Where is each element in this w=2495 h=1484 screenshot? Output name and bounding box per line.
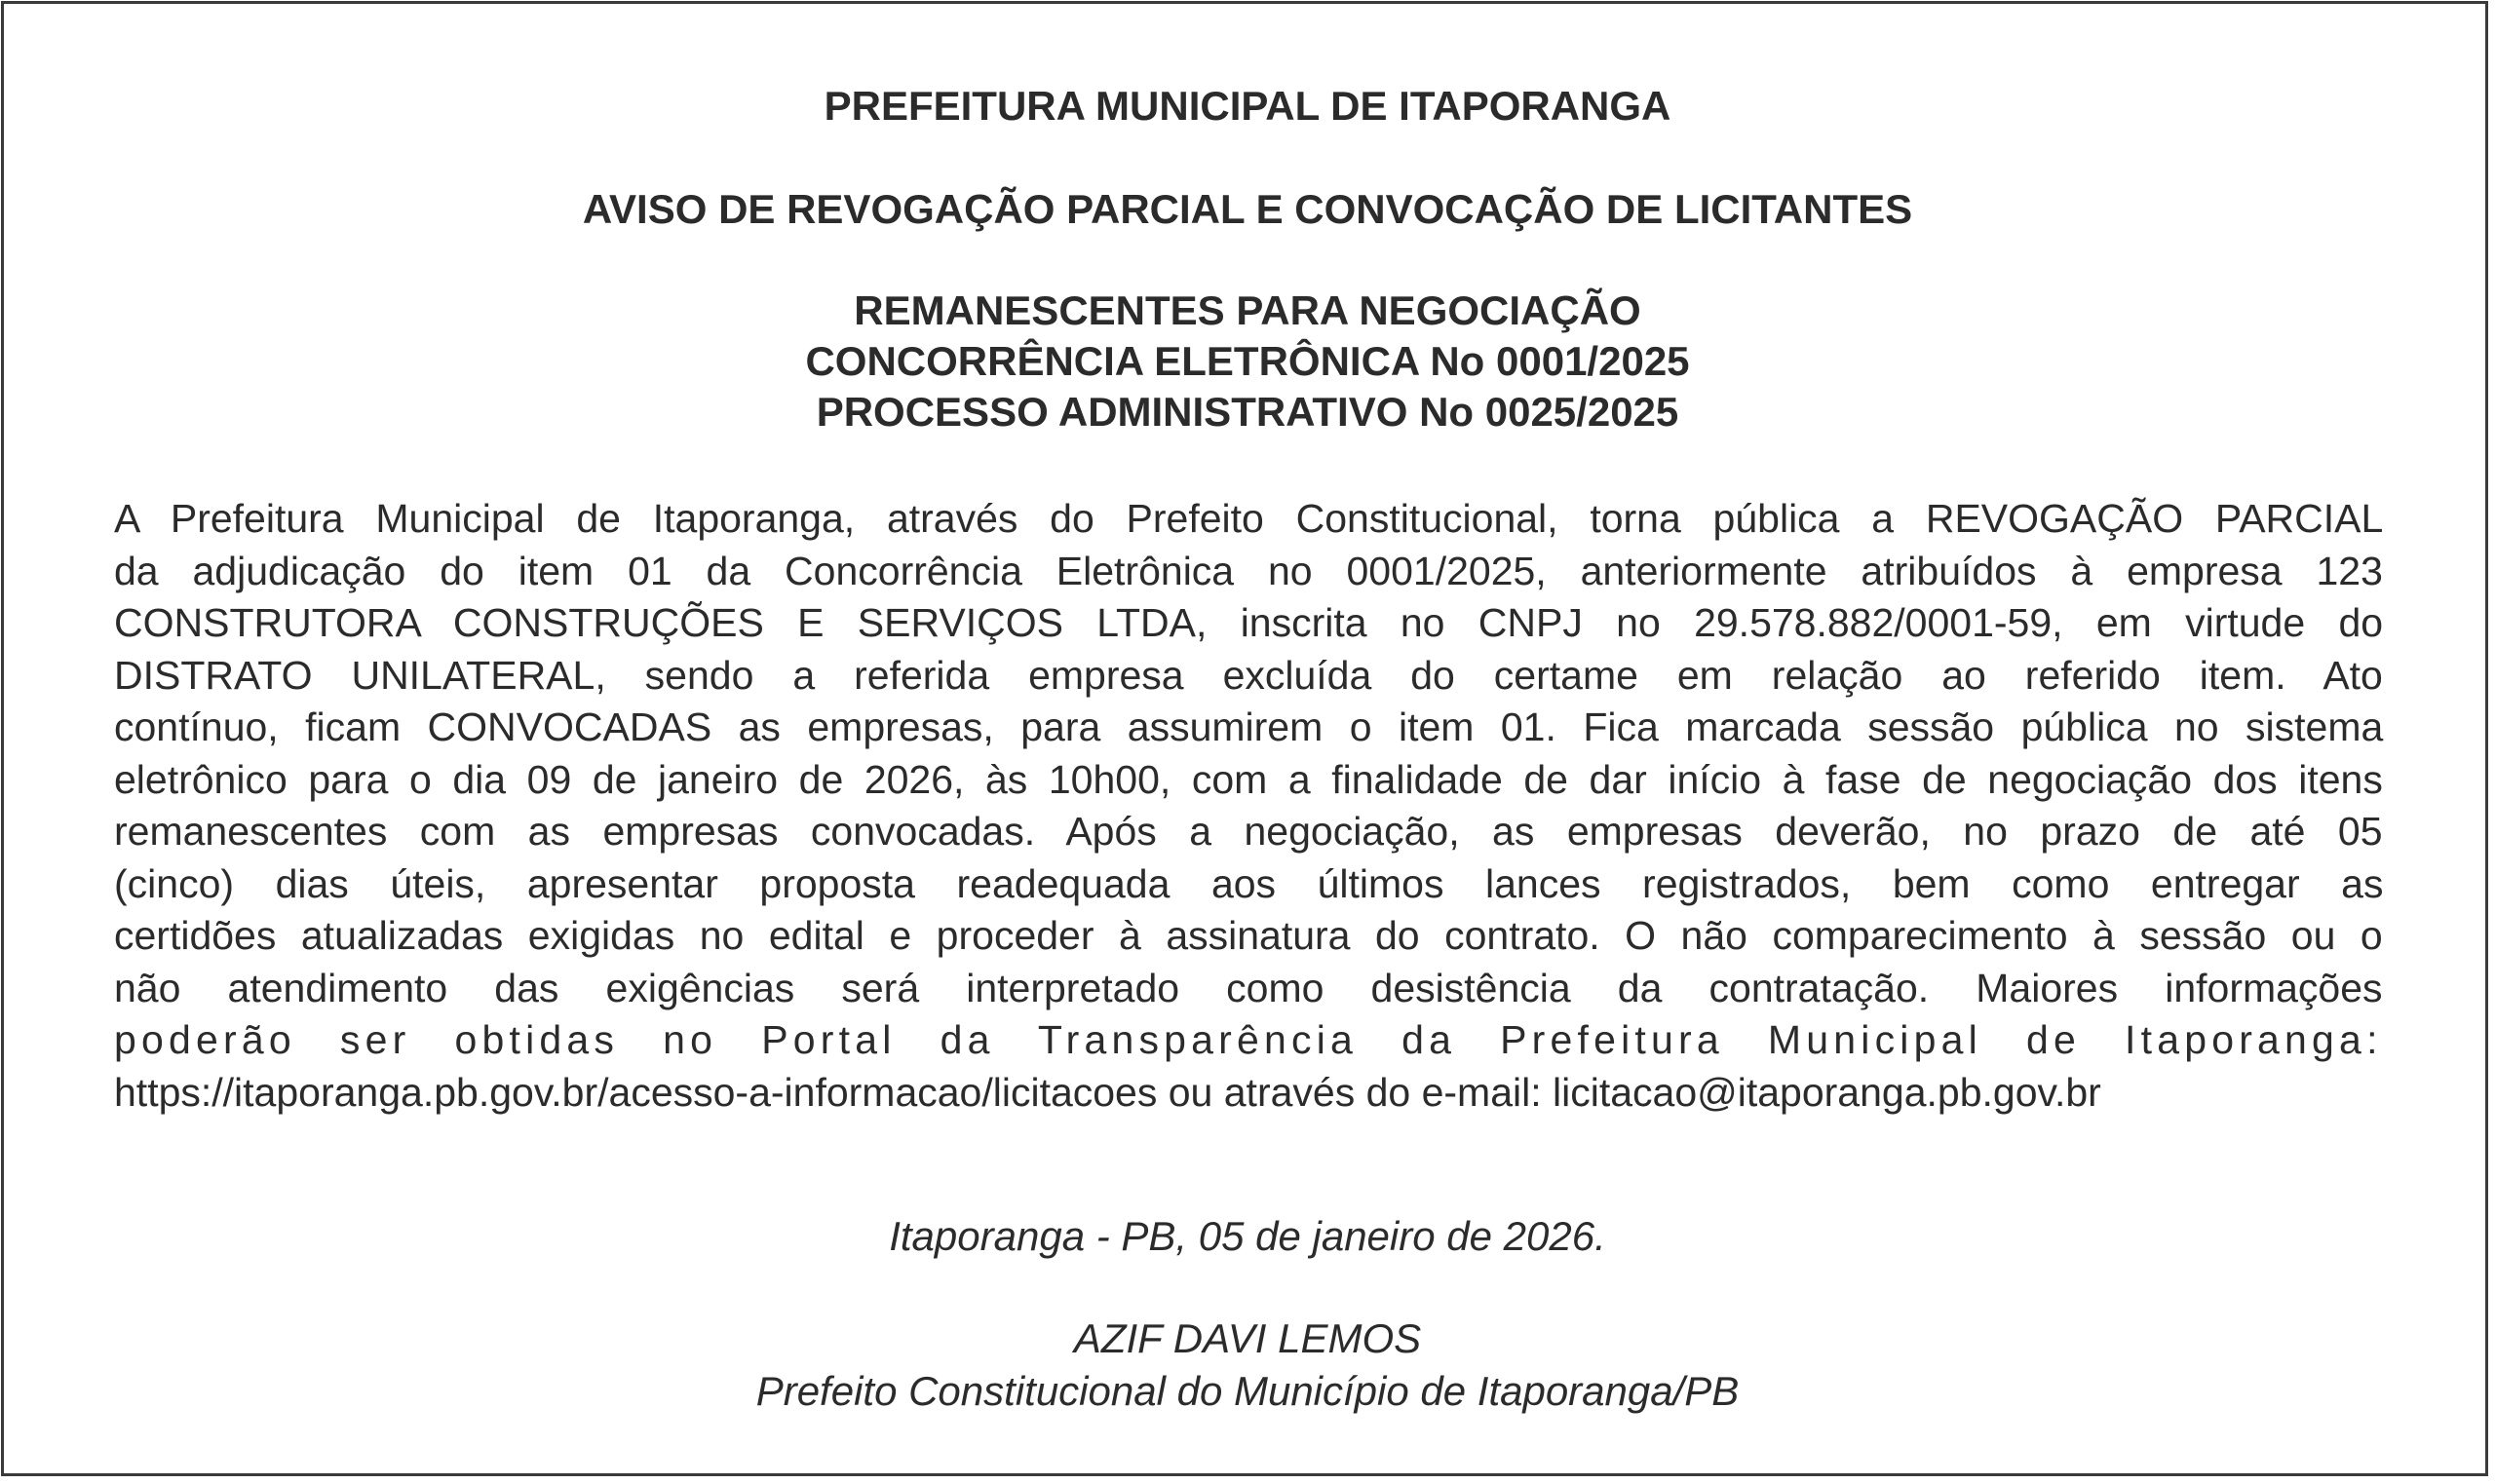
body-line: eletrônico para o dia 09 de janeiro de 2026, às 10h00, com a finalidade de dar início à fase de negociação dos itens <box>114 756 2383 802</box>
subtitle-process-number: PROCESSO ADMINISTRATIVO No 0025/2025 <box>816 389 1679 435</box>
body-line: contínuo, ficam CONVOCADAS as empresas, para assumirem o item 01. Fica marcada sessão pública no sistema <box>114 704 2384 749</box>
body-line: não atendimento das exigências será interpretado como desistência da contratação. Maiores informações <box>114 965 2383 1010</box>
notice-subtitle-block <box>0 285 2495 438</box>
notice-body <box>114 493 2383 1119</box>
body-line: remanescentes com as empresas convocadas. Após a negociação, as empresas deverão, no prazo de até 05 <box>114 809 2383 854</box>
place-and-date: Itaporanga - PB, 05 de janeiro de 2026. <box>889 1213 1606 1259</box>
body-line: da adjudicação do item 01 da Concorrência Eletrônica no 0001/2025, anteriormente atribuídos à empresa 123 <box>114 548 2383 593</box>
subtitle-negotiation: REMANESCENTES PARA NEGOCIAÇÃO <box>854 287 1641 333</box>
body-line: DISTRATO UNILATERAL, sendo a referida empresa excluída do certame em relação ao referido item. Ato <box>114 652 2383 698</box>
organization-heading: PREFEITURA MUNICIPAL DE ITAPORANGA <box>824 83 1671 129</box>
body-line: certidões atualizadas exigidas no edital e proceder à assinatura do contrato. O não comparecimento à sessão ou o <box>114 913 2383 958</box>
body-line: (cinco) dias úteis, apresentar proposta readequada aos últimos lances registrados, bem como entregar as <box>114 860 2384 906</box>
body-line-contact: https://itaporanga.pb.gov.br/acesso-a-informacao/licitacoes ou através do e-mail: licitacao@itaporanga.pb.gov.br <box>114 1069 2101 1115</box>
notice-title: AVISO DE REVOGAÇÃO PARCIAL E CONVOCAÇÃO DE LICITANTES <box>582 186 1913 232</box>
subtitle-bidding-number: CONCORRÊNCIA ELETRÔNICA No 0001/2025 <box>805 338 1690 384</box>
body-line: A Prefeitura Municipal de Itaporanga, através do Prefeito Constitucional, torna pública a REVOGAÇÃO PARCIAL <box>114 496 2384 541</box>
signatory-role: Prefeito Constitucional do Município de Itaporanga/PB <box>755 1368 1740 1414</box>
signatory-name: AZIF DAVI LEMOS <box>1073 1315 1422 1361</box>
body-line: CONSTRUTORA CONSTRUÇÕES E SERVIÇOS LTDA, inscrita no CNPJ no 29.578.882/0001-59, em virtude do <box>114 600 2384 645</box>
body-line: poderão ser obtidas no Portal da Transparência da Prefeitura Municipal de Itaporanga: <box>114 1017 2383 1062</box>
